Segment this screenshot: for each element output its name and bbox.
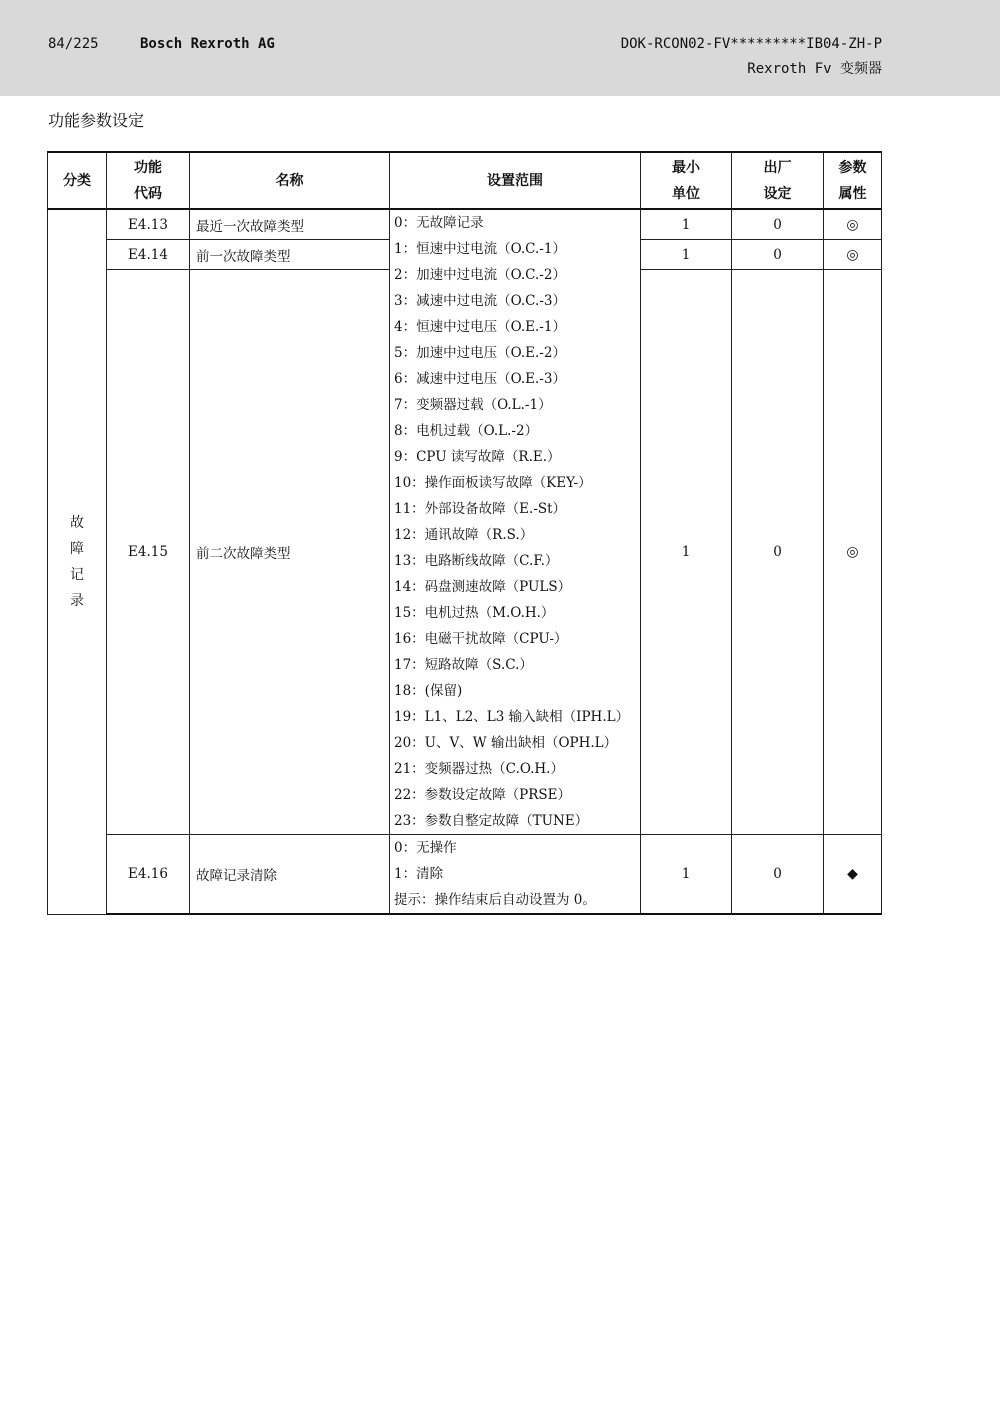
header-attr: 参数 属性 — [824, 152, 882, 209]
fault-code-item: 12：通讯故障（R.S.） — [394, 527, 534, 543]
attr-symbol: ◎ — [824, 240, 882, 270]
min-unit: 1 — [641, 835, 732, 915]
param-name: 前二次故障类型 — [190, 270, 390, 835]
fault-code-item: 23：参数自整定故障（TUNE） — [394, 813, 589, 829]
header-category: 分类 — [48, 152, 107, 209]
param-code: E4.15 — [107, 270, 190, 835]
min-unit: 1 — [641, 270, 732, 835]
attr-symbol: ◎ — [824, 209, 882, 240]
fault-code-item: 20：U、V、W 输出缺相（OPH.L） — [394, 735, 618, 751]
range-line: 0：无操作 — [394, 840, 457, 856]
category-cell: 故 障 记 录 — [48, 209, 107, 914]
table-row — [48, 209, 882, 240]
fault-code-item: 1：恒速中过电流（O.C.-1） — [394, 241, 566, 257]
fault-code-item: 8：电机过载（O.L.-2） — [394, 423, 539, 439]
header-name: 名称 — [190, 152, 390, 209]
section-title: 功能参数设定 — [48, 111, 145, 130]
table-header-row — [48, 152, 882, 209]
fault-code-item: 5：加速中过电压（O.E.-2） — [394, 345, 566, 361]
param-code: E4.14 — [107, 240, 190, 270]
fault-code-item: 14：码盘测速故障（PULS） — [394, 579, 572, 595]
fault-code-item: 13：电路断线故障（C.F.） — [394, 553, 559, 569]
product-name: Rexroth Fv 变频器 — [747, 61, 882, 77]
fault-code-item: 11：外部设备故障（E.-St） — [394, 501, 567, 517]
header-range: 设置范围 — [390, 152, 641, 209]
min-unit: 1 — [641, 209, 732, 240]
header-min-unit: 最小 单位 — [641, 152, 732, 209]
range-line: 提示：操作结束后自动设置为 0。 — [394, 892, 596, 908]
attr-symbol: ◎ — [824, 270, 882, 835]
min-unit: 1 — [641, 240, 732, 270]
range-line: 1：清除 — [394, 866, 444, 882]
fault-code-item: 22：参数设定故障（PRSE） — [394, 787, 572, 803]
fault-code-item: 2：加速中过电流（O.C.-2） — [394, 267, 566, 283]
fault-code-item: 6：减速中过电压（O.E.-3） — [394, 371, 566, 387]
param-name: 故障记录清除 — [190, 835, 390, 915]
clear-range-cell — [390, 835, 641, 915]
default-value: 0 — [732, 835, 824, 915]
fault-code-item: 16：电磁干扰故障（CPU-） — [394, 631, 568, 647]
header-code: 功能 代码 — [107, 152, 190, 209]
fault-code-item: 7：变频器过载（O.L.-1） — [394, 397, 552, 413]
table-row — [48, 835, 882, 915]
param-name: 前一次故障类型 — [190, 240, 390, 270]
fault-code-item: 15：电机过热（M.O.H.） — [394, 605, 555, 621]
default-value: 0 — [732, 209, 824, 240]
default-value: 0 — [732, 240, 824, 270]
fault-code-item: 10：操作面板读写故障（KEY-） — [394, 475, 592, 491]
parameter-table — [47, 151, 882, 915]
param-code: E4.16 — [107, 835, 190, 915]
page-header — [0, 0, 1000, 96]
fault-range-cell — [390, 209, 641, 835]
fault-code-item: 0：无故障记录 — [394, 215, 484, 231]
default-value: 0 — [732, 270, 824, 835]
document-code: DOK-RCON02-FV*********IB04-ZH-P — [620, 36, 882, 52]
company-name: Bosch Rexroth AG — [140, 36, 275, 52]
fault-code-item: 9：CPU 读写故障（R.E.） — [394, 449, 561, 465]
fault-code-item: 18：(保留) — [394, 683, 463, 699]
header-default: 出厂 设定 — [732, 152, 824, 209]
fault-code-item: 4：恒速中过电压（O.E.-1） — [394, 319, 566, 335]
param-code: E4.13 — [107, 209, 190, 240]
page-number: 84/225 — [48, 36, 99, 52]
fault-code-item: 3：减速中过电流（O.C.-3） — [394, 293, 566, 309]
param-name: 最近一次故障类型 — [190, 209, 390, 240]
fault-code-item: 19：L1、L2、L3 输入缺相（IPH.L） — [394, 709, 630, 725]
fault-code-item: 17：短路故障（S.C.） — [394, 657, 533, 673]
attr-symbol: ◆ — [824, 835, 882, 915]
fault-code-item: 21：变频器过热（C.O.H.） — [394, 761, 564, 777]
